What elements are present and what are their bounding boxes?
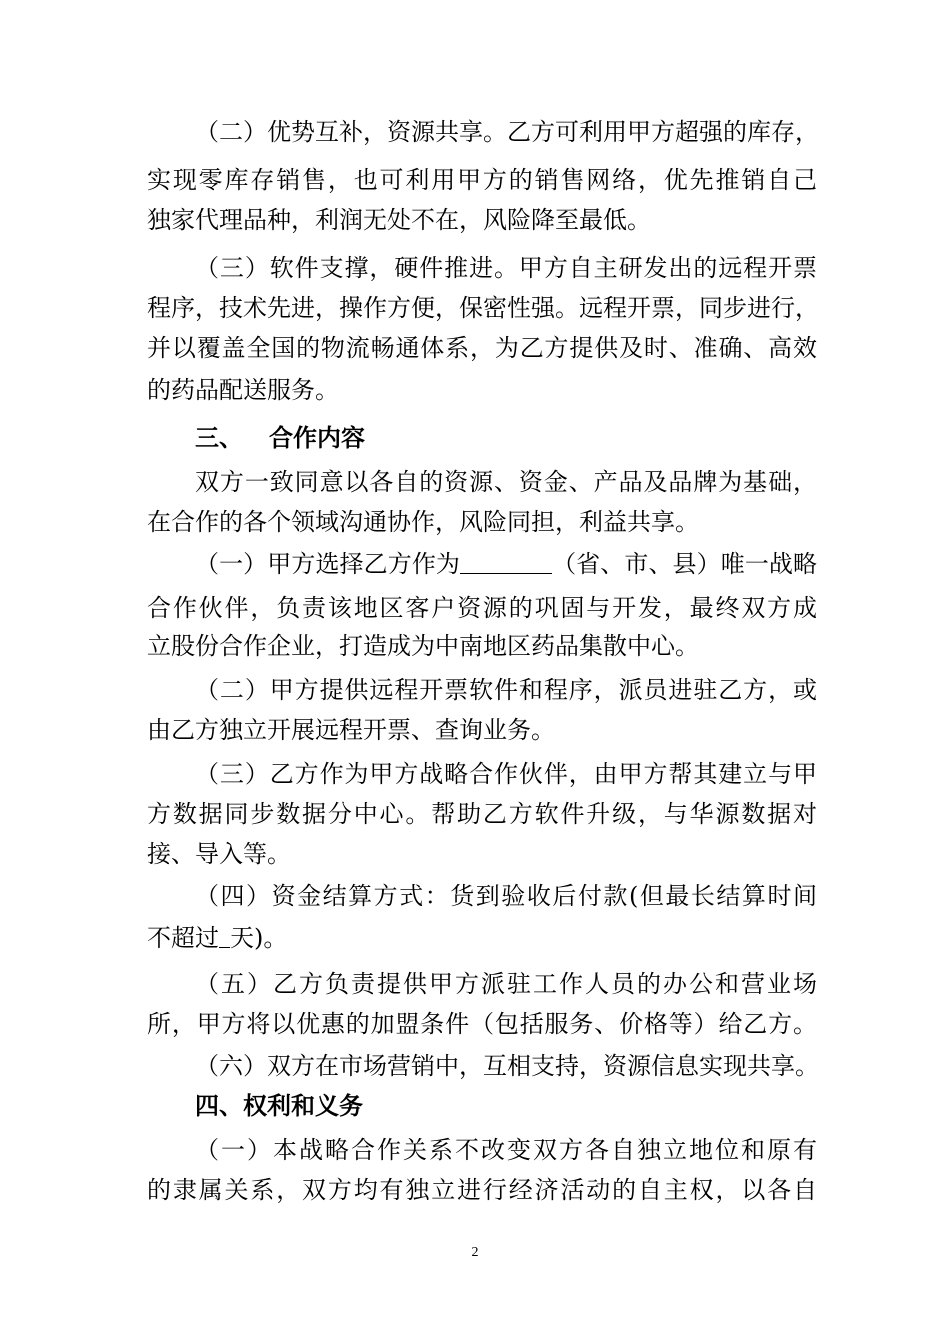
paragraph-text: 天)。 [230, 924, 288, 952]
paragraph-line: 双方一致同意以各自的资源、资金、产品及品牌为基础， [195, 468, 817, 496]
section-heading-3 [195, 418, 365, 458]
paragraph-line: 的隶属关系，双方均有独立进行经济活动的自主权，以各自 [147, 1176, 817, 1204]
paragraph-line: （三）软件支撑，硬件推进。甲方自主研发出的远程开票 [195, 254, 817, 282]
paragraph-text: （省、市、县）唯一战略 [552, 550, 817, 578]
paragraph-line: （六）双方在市场营销中，互相支持，资源信息实现共享。 [195, 1052, 819, 1080]
section-heading-title: 合作内容 [269, 423, 365, 452]
paragraph-line: 所，甲方将以优惠的加盟条件（包括服务、价格等）给乙方。 [147, 1010, 817, 1038]
paragraph-line: 合作伙伴，负责该地区客户资源的巩固与开发，最终双方成 [147, 594, 817, 622]
paragraph-line: 并以覆盖全国的物流畅通体系，为乙方提供及时、准确、高效 [147, 334, 817, 362]
fill-in-blank[interactable] [219, 925, 230, 948]
paragraph-line: （五）乙方负责提供甲方派驻工作人员的办公和营业场 [195, 970, 817, 998]
paragraph-line: 实现零库存销售，也可利用甲方的销售网络，优先推销自己 [147, 166, 817, 194]
paragraph-line: （四）资金结算方式：货到验收后付款(但最长结算时间 [195, 882, 817, 910]
paragraph-line: 程序，技术先进，操作方便，保密性强。远程开票，同步进行， [147, 294, 819, 322]
paragraph-line: 在合作的各个领域沟通协作，风险同担，利益共享。 [147, 508, 699, 536]
paragraph-line: （二）优势互补，资源共享。乙方可利用甲方超强的库存， [195, 118, 819, 146]
paragraph-line: 由乙方独立开展远程开票、查询业务。 [147, 716, 555, 744]
paragraph-line: （二）甲方提供远程开票软件和程序，派员进驻乙方，或 [195, 676, 817, 704]
paragraph-line [147, 918, 817, 958]
section-heading-4: 四、权利和义务 [195, 1091, 363, 1120]
paragraph-line: 独家代理品种，利润无处不在，风险降至最低。 [147, 206, 651, 234]
paragraph-line: 接、导入等。 [147, 840, 291, 868]
page-number: 2 [471, 1245, 479, 1260]
paragraph-line: （一）本战略合作关系不改变双方各自独立地位和原有 [195, 1136, 817, 1164]
paragraph-line: 的药品配送服务。 [147, 376, 339, 404]
paragraph-line [195, 544, 817, 584]
fill-in-blank[interactable] [460, 551, 552, 574]
paragraph-line: 方数据同步数据分中心。帮助乙方软件升级，与华源数据对 [147, 800, 817, 828]
paragraph-line: 立股份合作企业，打造成为中南地区药品集散中心。 [147, 632, 699, 660]
paragraph-text: 不超过 [147, 924, 219, 952]
section-heading-number: 三、 [195, 423, 243, 452]
paragraph-text: （一）甲方选择乙方作为 [195, 550, 460, 578]
paragraph-line: （三）乙方作为甲方战略合作伙伴，由甲方帮其建立与甲 [195, 760, 817, 788]
